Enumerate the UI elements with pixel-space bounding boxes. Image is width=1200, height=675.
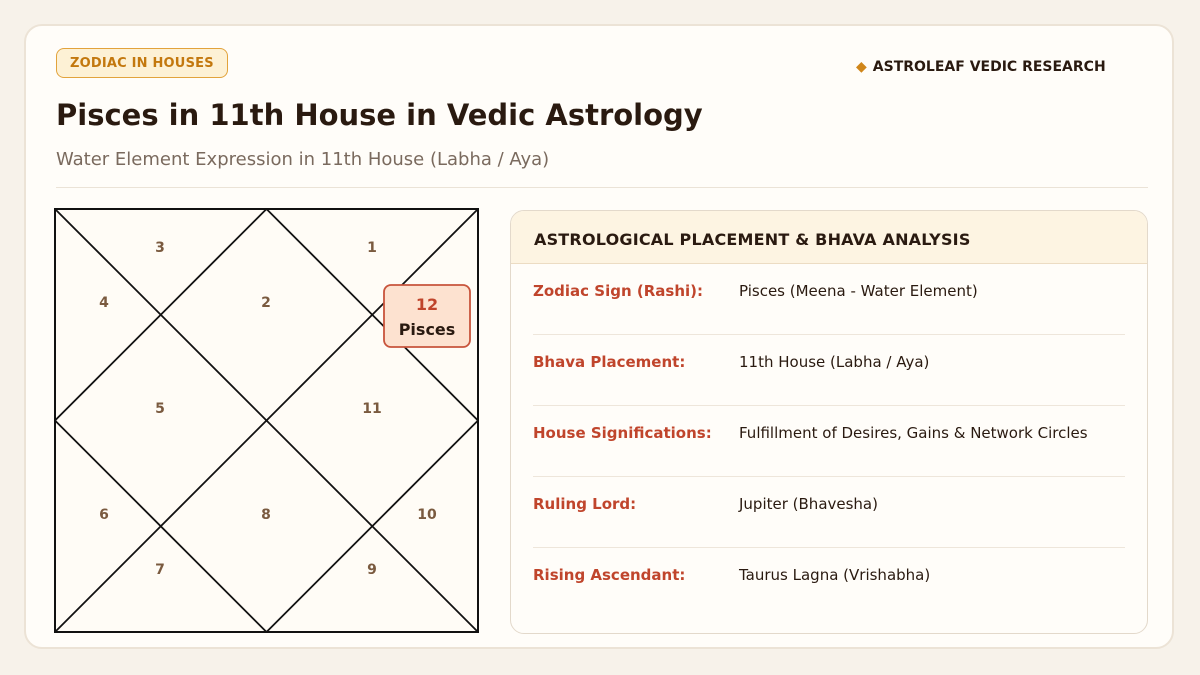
analysis-row <box>533 548 1125 618</box>
analysis-rows <box>511 264 1147 618</box>
row-label: Rising Ascendant: <box>533 566 686 584</box>
row-value: Jupiter (Bhavesha) <box>739 495 878 513</box>
row-value: 11th House (Labha / Aya) <box>739 353 930 371</box>
row-label: Bhava Placement: <box>533 353 686 371</box>
house-4: 4 <box>99 295 109 311</box>
house-2: 2 <box>261 295 271 311</box>
page-subtitle: Water Element Expression in 11th House (Labha / Aya) <box>56 149 550 170</box>
house-11: 11 <box>362 401 382 417</box>
row-label: Zodiac Sign (Rashi): <box>533 282 704 300</box>
analysis-row <box>533 406 1125 477</box>
house-5: 5 <box>155 401 165 417</box>
house-12: 12 <box>415 295 439 314</box>
house-12-highlight[interactable] <box>384 285 470 347</box>
row-value: Pisces (Meena - Water Element) <box>739 282 978 300</box>
house-6: 6 <box>99 507 109 523</box>
house-3: 3 <box>155 240 165 256</box>
brand-name: ASTROLEAF VEDIC RESEARCH <box>872 59 1106 75</box>
category-tag[interactable]: ZODIAC IN HOUSES <box>56 48 228 78</box>
house-9: 9 <box>367 562 377 578</box>
row-value: Fulfillment of Desires, Gains & Network Circles <box>739 424 1088 442</box>
row-label: House Significations: <box>533 424 712 442</box>
row-value: Taurus Lagna (Vrishabha) <box>739 566 931 584</box>
brand-label <box>856 59 1106 75</box>
diamond-icon: ◆ <box>856 59 867 75</box>
house-7: 7 <box>155 562 165 578</box>
row-label: Ruling Lord: <box>533 495 637 513</box>
analysis-panel <box>510 210 1148 634</box>
content-card <box>24 24 1174 649</box>
header-divider <box>56 187 1148 188</box>
panel-title: ASTROLOGICAL PLACEMENT & BHAVA ANALYSIS <box>511 211 1147 264</box>
sign-label: Pisces <box>398 320 456 339</box>
page-title: Pisces in 11th House in Vedic Astrology <box>56 98 703 132</box>
analysis-row <box>533 264 1125 335</box>
analysis-row <box>533 477 1125 548</box>
north-indian-chart <box>54 208 482 636</box>
house-10: 10 <box>417 507 437 523</box>
house-8: 8 <box>261 507 271 523</box>
house-1: 1 <box>367 240 377 256</box>
analysis-row <box>533 335 1125 406</box>
